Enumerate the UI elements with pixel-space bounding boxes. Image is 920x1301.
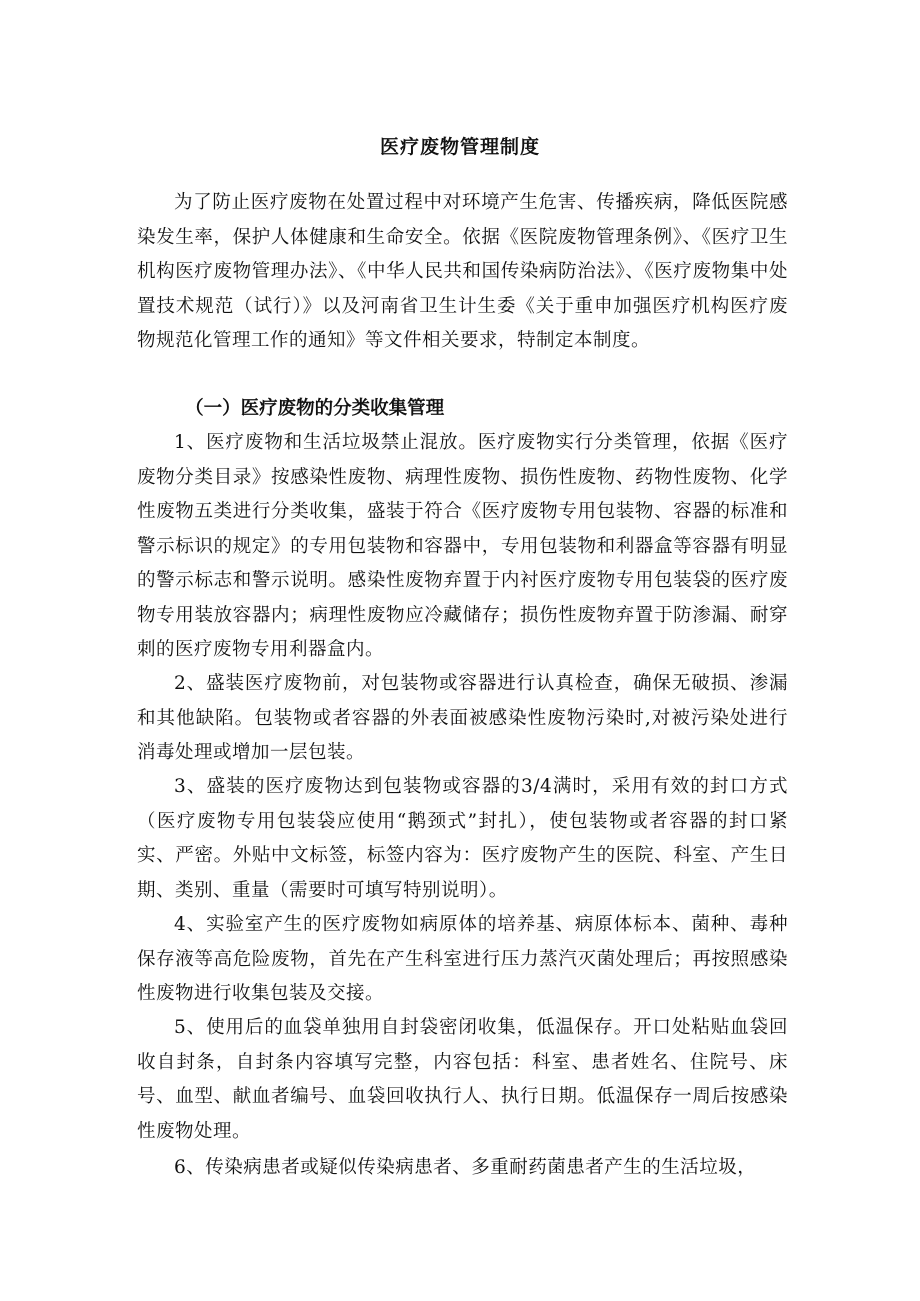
section-item-3: 3、盛装的医疗废物达到包装物或容器的3/4满时，采用有效的封口方式（医疗废物专用包装袋应使用“鹅颈式”封扎），使包装物或者容器的封口紧实、严密。外贴中文标签，标签内容为：医疗废物产生的医院、科室、产生日期、类别、重量（需要时可填写特别说明）。 [137, 776, 788, 901]
section-item-4: 4、实验室产生的医疗废物如病原体的培养基、病原体标本、菌种、毒种保存液等高危险废物，首先在产生科室进行压力蒸汽灭菌处理后；再按照感染性废物进行收集包装及交接。 [137, 914, 788, 1004]
section-item-5: 5、使用后的血袋单独用自封袋密闭收集，低温保存。开口处粘贴血袋回收自封条，自封条内容填写完整，内容包括：科室、患者姓名、住院号、床号、血型、献血者编号、血袋回收执行人、执行日期。低温保存一周后按感染性废物处理。 [137, 1017, 788, 1142]
section-heading: （一）医疗废物的分类收集管理 [185, 398, 445, 419]
section-item-6: 6、传染病患者或疑似传染病患者、多重耐药菌患者产生的生活垃圾， [174, 1157, 757, 1178]
document-title: 医疗废物管理制度 [379, 136, 540, 158]
section-item-2: 2、盛装医疗废物前，对包装物或容器进行认真检查，确保无破损、渗漏和其他缺陷。包装物或者容器的外表面被感染性废物污染时,对被污染处进行消毒处理或增加一层包装。 [137, 673, 788, 763]
section-item-1: 1、医疗废物和生活垃圾禁止混放。医疗废物实行分类管理，依据《医疗废物分类目录》按感染性废物、病理性废物、损伤性废物、药物性废物、化学性废物五类进行分类收集，盛装于符合《医疗废物专用包装物、容器的标准和警示标识的规定》的专用包装物和容器中，专用包装物和利器盒等容器有明显的警示标志和警示说明。感染性废物弃置于内衬医疗废物专用包装袋的医疗废物专用装放容器内；病理性废物应冷藏储存；损伤性废物弃置于防渗漏、耐穿刺的医疗废物专用利器盒内。 [137, 432, 788, 660]
intro-paragraph: 为了防止医疗废物在处置过程中对环境产生危害、传播疾病，降低医院感染发生率，保护人体健康和生命安全。依据《医院废物管理条例》、《医疗卫生机构医疗废物管理办法》、《中华人民共和国传染病防治法》、《医疗废物集中处置技术规范（试行）》以及河南省卫生计生委《关于重申加强医疗机构医疗废物规范化管理工作的通知》等文件相关要求，特制定本制度。 [137, 192, 788, 351]
